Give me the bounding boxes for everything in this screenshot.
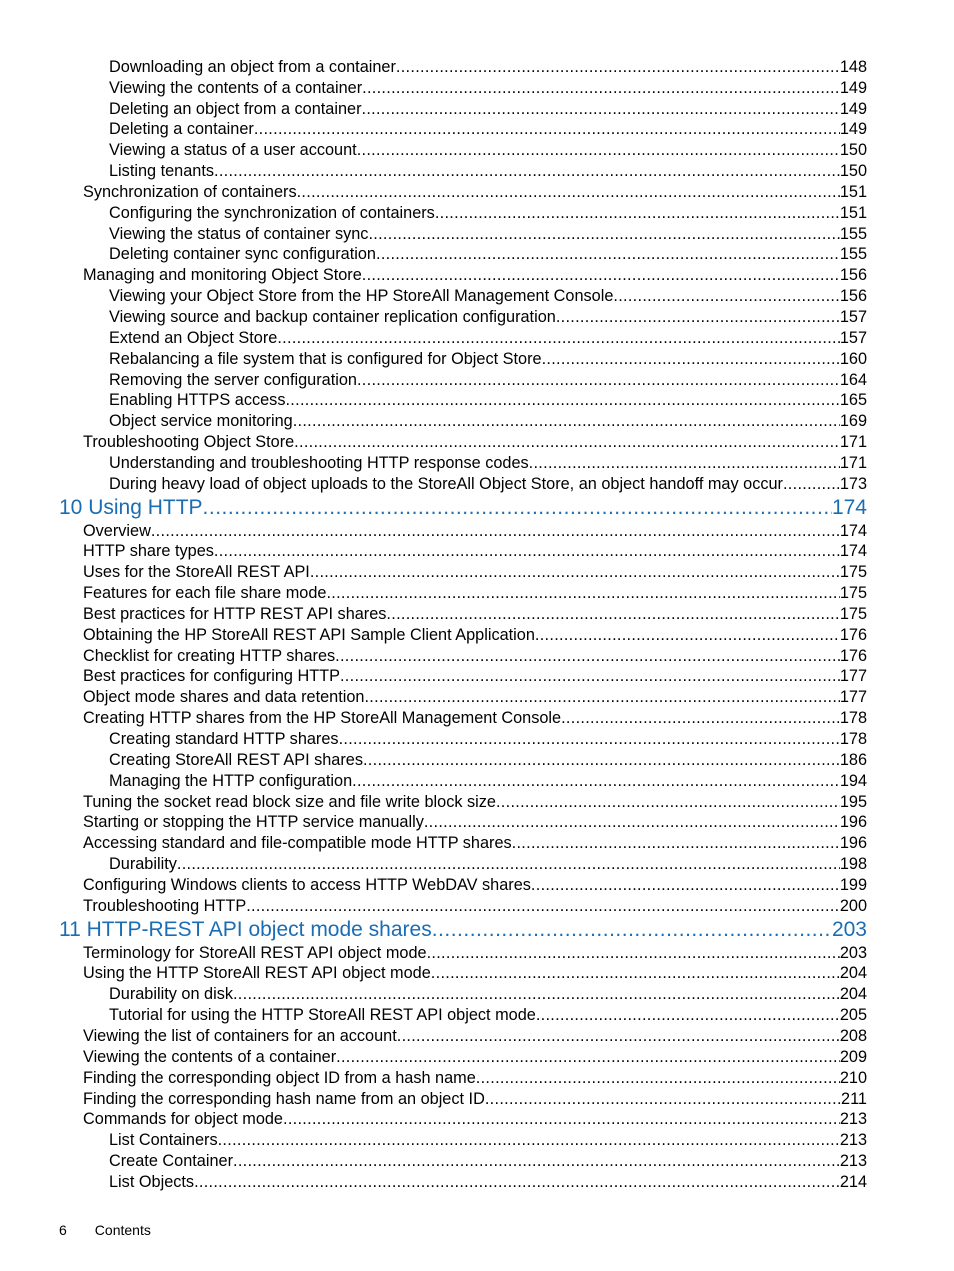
toc-entry-title: Creating StoreAll REST API shares	[109, 750, 363, 769]
toc-entry[interactable]	[0, 369, 954, 390]
dot-leader	[151, 521, 840, 541]
toc-entry[interactable]	[0, 832, 954, 853]
toc-entry[interactable]	[0, 181, 954, 202]
toc-entry-title: Troubleshooting HTTP	[83, 896, 247, 915]
toc-entry[interactable]	[0, 1129, 954, 1150]
dot-leader	[496, 792, 840, 812]
toc-entry-page: 157	[839, 307, 867, 326]
toc-entry-page: 178	[839, 730, 867, 748]
toc-entry-page: 164	[839, 370, 867, 389]
dot-leader	[294, 432, 840, 452]
toc-chapter-entry[interactable]	[0, 494, 954, 520]
toc-entry[interactable]	[0, 707, 954, 728]
toc-entry-title: Tuning the socket read block size and file write block size	[83, 792, 496, 811]
dot-leader	[283, 1109, 840, 1129]
toc-entry[interactable]	[0, 963, 954, 984]
toc-entry-title: Finding the corresponding object ID from a hash name	[83, 1068, 476, 1087]
toc-entry-title: Features for each file share mode	[83, 584, 327, 603]
toc-entry-page: 177	[839, 688, 867, 707]
dot-leader	[376, 244, 840, 264]
toc-entry-title: Best practices for configuring HTTP	[83, 667, 340, 686]
toc-entry[interactable]	[0, 160, 954, 181]
dot-leader	[293, 411, 840, 431]
dot-leader	[352, 771, 840, 791]
toc-entry[interactable]	[0, 603, 954, 624]
dot-leader	[233, 1151, 840, 1171]
toc-entry-title: Understanding and troubleshooting HTTP response codes	[109, 453, 529, 472]
toc-entry-page: 210	[839, 1068, 867, 1087]
toc-entry-page: 175	[839, 584, 867, 603]
toc-entry[interactable]	[0, 1025, 954, 1046]
toc-entry-title: During heavy load of object uploads to the StoreAll Object Store, an object handoff may occur	[109, 474, 783, 493]
toc-entry-page: 149	[839, 78, 867, 97]
toc-entry-page: 176	[839, 646, 867, 665]
toc-entry-page: 173	[839, 474, 867, 493]
dot-leader	[214, 161, 840, 181]
toc-entry-page: 213	[839, 1152, 867, 1171]
toc-entry-page: 214	[839, 1172, 867, 1191]
toc-entry-page: 150	[839, 141, 867, 160]
toc-entry-title: HTTP share types	[83, 542, 214, 561]
toc-entry-page: 160	[839, 349, 867, 368]
toc-entry-page: 211	[841, 1089, 867, 1108]
dot-leader	[254, 119, 840, 139]
toc-entry-page: 155	[839, 224, 867, 243]
dot-leader	[233, 984, 840, 1004]
toc-entry[interactable]	[0, 390, 954, 411]
toc-entry-page: 149	[839, 99, 867, 118]
toc-entry-page: 203	[831, 917, 867, 941]
toc-entry-page: 165	[839, 391, 867, 410]
dot-leader	[285, 390, 839, 410]
dot-leader	[397, 1026, 840, 1046]
toc-entry[interactable]	[0, 285, 954, 306]
toc-entry[interactable]	[0, 119, 954, 140]
toc-entry-title: Viewing the status of container sync	[109, 224, 369, 243]
toc-entry-title: Deleting an object from a container	[109, 99, 362, 118]
toc-entry[interactable]	[0, 348, 954, 369]
toc-entry-title: Viewing the list of containers for an account	[83, 1026, 397, 1045]
toc-entry-title: Removing the server configuration	[109, 370, 357, 389]
toc-entry[interactable]	[0, 728, 954, 749]
toc-entry-title: Obtaining the HP StoreAll REST API Sample Client Application	[83, 625, 535, 644]
dot-leader	[396, 57, 840, 77]
toc-entry[interactable]	[0, 77, 954, 98]
dot-leader	[783, 474, 840, 494]
toc-entry-page: 149	[839, 120, 867, 139]
dot-leader	[177, 854, 840, 874]
dot-leader	[326, 583, 839, 603]
toc-entry-page: 156	[839, 266, 867, 285]
toc-entry[interactable]	[0, 749, 954, 770]
toc-entry[interactable]	[0, 452, 954, 473]
dot-leader	[364, 687, 839, 707]
toc-entry-page: 195	[839, 792, 867, 811]
dot-leader	[536, 1005, 840, 1025]
dot-leader	[613, 286, 839, 306]
toc-entry[interactable]	[0, 520, 954, 541]
toc-entry-title: Viewing the contents of a container	[109, 78, 363, 97]
dot-leader	[357, 370, 840, 390]
toc-entry-page: 151	[839, 182, 867, 201]
toc-entry-page: 171	[839, 433, 867, 452]
toc-entry[interactable]	[0, 56, 954, 77]
dot-leader	[386, 604, 839, 624]
toc-entry[interactable]	[0, 410, 954, 431]
toc-entry-page: 196	[839, 834, 867, 853]
table-of-contents	[0, 56, 954, 1192]
toc-entry-title: Object service monitoring	[109, 412, 293, 431]
toc-entry-title: Starting or stopping the HTTP service manually	[83, 813, 424, 832]
toc-entry-page: 169	[839, 412, 867, 431]
toc-entry[interactable]	[0, 1171, 954, 1192]
toc-entry-title: Deleting container sync configuration	[109, 245, 376, 264]
footer-page-number: 6	[59, 1222, 67, 1238]
toc-entry-title: Synchronization of containers	[83, 182, 297, 201]
toc-entry[interactable]	[0, 686, 954, 707]
dot-leader	[297, 182, 840, 202]
toc-entry[interactable]	[0, 853, 954, 874]
toc-entry[interactable]	[0, 1004, 954, 1025]
toc-entry-page: 203	[839, 943, 867, 962]
dot-leader	[339, 729, 840, 749]
toc-entry[interactable]	[0, 306, 954, 327]
toc-entry[interactable]	[0, 98, 954, 119]
toc-entry-page: 176	[839, 625, 867, 644]
toc-entry[interactable]	[0, 895, 954, 916]
toc-entry-page: 209	[839, 1047, 867, 1066]
toc-entry-title: Commands for object mode	[83, 1110, 283, 1129]
dot-leader	[476, 1068, 840, 1088]
toc-entry[interactable]	[0, 1150, 954, 1171]
dot-leader	[362, 99, 840, 119]
toc-entry-page: 186	[839, 750, 867, 769]
toc-entry-title: Extend an Object Store	[109, 328, 278, 347]
dot-leader	[194, 1172, 840, 1192]
dot-leader	[556, 307, 840, 327]
dot-leader	[535, 625, 840, 645]
toc-entry[interactable]	[0, 264, 954, 285]
dot-leader	[542, 349, 840, 369]
toc-entry-page: 208	[839, 1026, 867, 1045]
toc-entry-title: Viewing source and backup container replication configuration	[109, 307, 556, 326]
toc-entry-title: Tutorial for using the HTTP StoreAll REST API object mode	[109, 1006, 536, 1025]
toc-entry-page: 213	[839, 1110, 867, 1129]
dot-leader	[485, 1089, 841, 1109]
toc-entry[interactable]	[0, 791, 954, 812]
toc-entry-page: 150	[839, 162, 867, 181]
toc-entry[interactable]	[0, 431, 954, 452]
toc-entry-title: Viewing a status of a user account	[109, 141, 357, 160]
toc-entry-page: 175	[839, 604, 867, 623]
toc-entry-title: Durability on disk	[109, 985, 233, 1004]
dot-leader	[277, 328, 839, 348]
toc-entry-page: 204	[839, 985, 867, 1004]
toc-entry-title: Checklist for creating HTTP shares	[83, 646, 336, 665]
dot-leader	[431, 963, 840, 983]
toc-entry-page: 213	[839, 1131, 867, 1150]
dot-leader	[336, 1047, 840, 1067]
toc-entry-title: Listing tenants	[109, 162, 214, 181]
toc-entry[interactable]	[0, 473, 954, 494]
toc-entry-title: Create Container	[109, 1152, 233, 1171]
dot-leader	[561, 708, 840, 728]
dot-leader	[218, 1130, 840, 1150]
dot-leader	[363, 750, 840, 770]
dot-leader	[368, 224, 839, 244]
toc-entry-title: Durability	[109, 855, 177, 874]
dot-leader	[357, 140, 840, 160]
toc-entry[interactable]	[0, 770, 954, 791]
toc-entry-page: 205	[839, 1006, 867, 1025]
toc-entry-page: 204	[839, 964, 867, 983]
toc-entry[interactable]	[0, 202, 954, 223]
toc-entry-page: 148	[839, 57, 867, 76]
toc-entry[interactable]	[0, 1067, 954, 1088]
toc-entry-title: List Objects	[109, 1172, 195, 1191]
toc-entry[interactable]	[0, 666, 954, 687]
toc-entry-page: 174	[831, 495, 867, 519]
toc-entry[interactable]	[0, 223, 954, 244]
toc-entry-page: 175	[839, 563, 867, 582]
toc-entry[interactable]	[0, 624, 954, 645]
dot-leader	[362, 78, 840, 98]
dot-leader	[203, 496, 832, 520]
toc-entry[interactable]	[0, 541, 954, 562]
toc-entry-title: Configuring Windows clients to access HTTP WebDAV shares	[83, 875, 531, 894]
toc-entry[interactable]	[0, 1046, 954, 1067]
toc-entry-page: 198	[839, 855, 867, 874]
toc-entry[interactable]	[0, 983, 954, 1004]
toc-entry-title: Configuring the synchronization of containers	[109, 203, 435, 222]
toc-entry-page: 171	[839, 453, 867, 472]
toc-entry-title: Best practices for HTTP REST API shares	[83, 604, 387, 623]
toc-entry-page: 174	[839, 521, 867, 540]
toc-entry-title: Creating standard HTTP shares	[109, 730, 339, 748]
dot-leader	[435, 203, 840, 223]
dot-leader	[531, 875, 840, 895]
toc-entry-page: 199	[839, 875, 867, 894]
toc-entry[interactable]	[0, 244, 954, 265]
toc-entry-page: 177	[839, 667, 867, 686]
toc-entry-title: Object mode shares and data retention	[83, 688, 365, 707]
toc-entry-title: Viewing your Object Store from the HP StoreAll Management Console	[109, 287, 614, 306]
dot-leader	[432, 918, 832, 942]
dot-leader	[362, 265, 840, 285]
toc-entry[interactable]	[0, 582, 954, 603]
toc-entry-title: Overview	[83, 521, 151, 540]
page-footer	[59, 1222, 151, 1238]
toc-entry-title: Finding the corresponding hash name from an object ID	[83, 1089, 485, 1108]
toc-chapter-entry[interactable]	[0, 916, 954, 942]
toc-entry-page: 194	[839, 771, 867, 790]
toc-entry-page: 196	[839, 813, 867, 832]
toc-entry[interactable]	[0, 1088, 954, 1109]
dot-leader	[529, 453, 840, 473]
toc-entry-page: 151	[839, 203, 867, 222]
toc-entry-page: 174	[839, 542, 867, 561]
toc-entry-page: 156	[839, 287, 867, 306]
toc-entry-title: List Containers	[109, 1131, 218, 1150]
toc-entry[interactable]	[0, 942, 954, 963]
footer-section-label: Contents	[94, 1222, 151, 1238]
toc-entry-title: Troubleshooting Object Store	[83, 433, 295, 452]
toc-entry[interactable]	[0, 561, 954, 582]
toc-entry-title: Using the HTTP StoreAll REST API object mode	[83, 964, 431, 983]
toc-entry[interactable]	[0, 874, 954, 895]
toc-entry-page: 178	[839, 709, 867, 728]
dot-leader	[424, 812, 840, 832]
toc-entry-title: Terminology for StoreAll REST API object mode	[83, 943, 427, 962]
toc-entry-title: Accessing standard and file-compatible mode HTTP shares	[83, 834, 512, 853]
toc-entry-title: Uses for the StoreAll REST API	[83, 563, 310, 582]
toc-entry-title: Deleting a container	[109, 120, 254, 139]
toc-entry[interactable]	[0, 139, 954, 160]
toc-entry-page: 157	[839, 328, 867, 347]
dot-leader	[214, 541, 840, 561]
toc-entry-title: Creating HTTP shares from the HP StoreAll Management Console	[83, 709, 562, 728]
toc-entry-title: Viewing the contents of a container	[83, 1047, 337, 1066]
dot-leader	[340, 666, 840, 686]
toc-entry[interactable]	[0, 327, 954, 348]
toc-entry-title: Managing the HTTP configuration	[109, 771, 353, 790]
dot-leader	[427, 943, 840, 963]
toc-entry-title: Rebalancing a file system that is configured for Object Store	[109, 349, 542, 368]
toc-entry-page: 155	[839, 245, 867, 264]
toc-entry-title: Downloading an object from a container	[109, 57, 396, 76]
toc-entry-title: 10 Using HTTP	[59, 495, 203, 519]
toc-entry-title: 11 HTTP-REST API object mode shares	[59, 917, 432, 941]
dot-leader	[512, 833, 840, 853]
dot-leader	[310, 562, 840, 582]
dot-leader	[335, 646, 840, 666]
toc-entry-title: Managing and monitoring Object Store	[83, 266, 362, 285]
dot-leader	[246, 896, 840, 916]
toc-entry[interactable]	[0, 1109, 954, 1130]
toc-entry-page: 200	[839, 896, 867, 915]
toc-entry[interactable]	[0, 812, 954, 833]
toc-entry[interactable]	[0, 645, 954, 666]
toc-entry-title: Enabling HTTPS access	[109, 391, 286, 410]
